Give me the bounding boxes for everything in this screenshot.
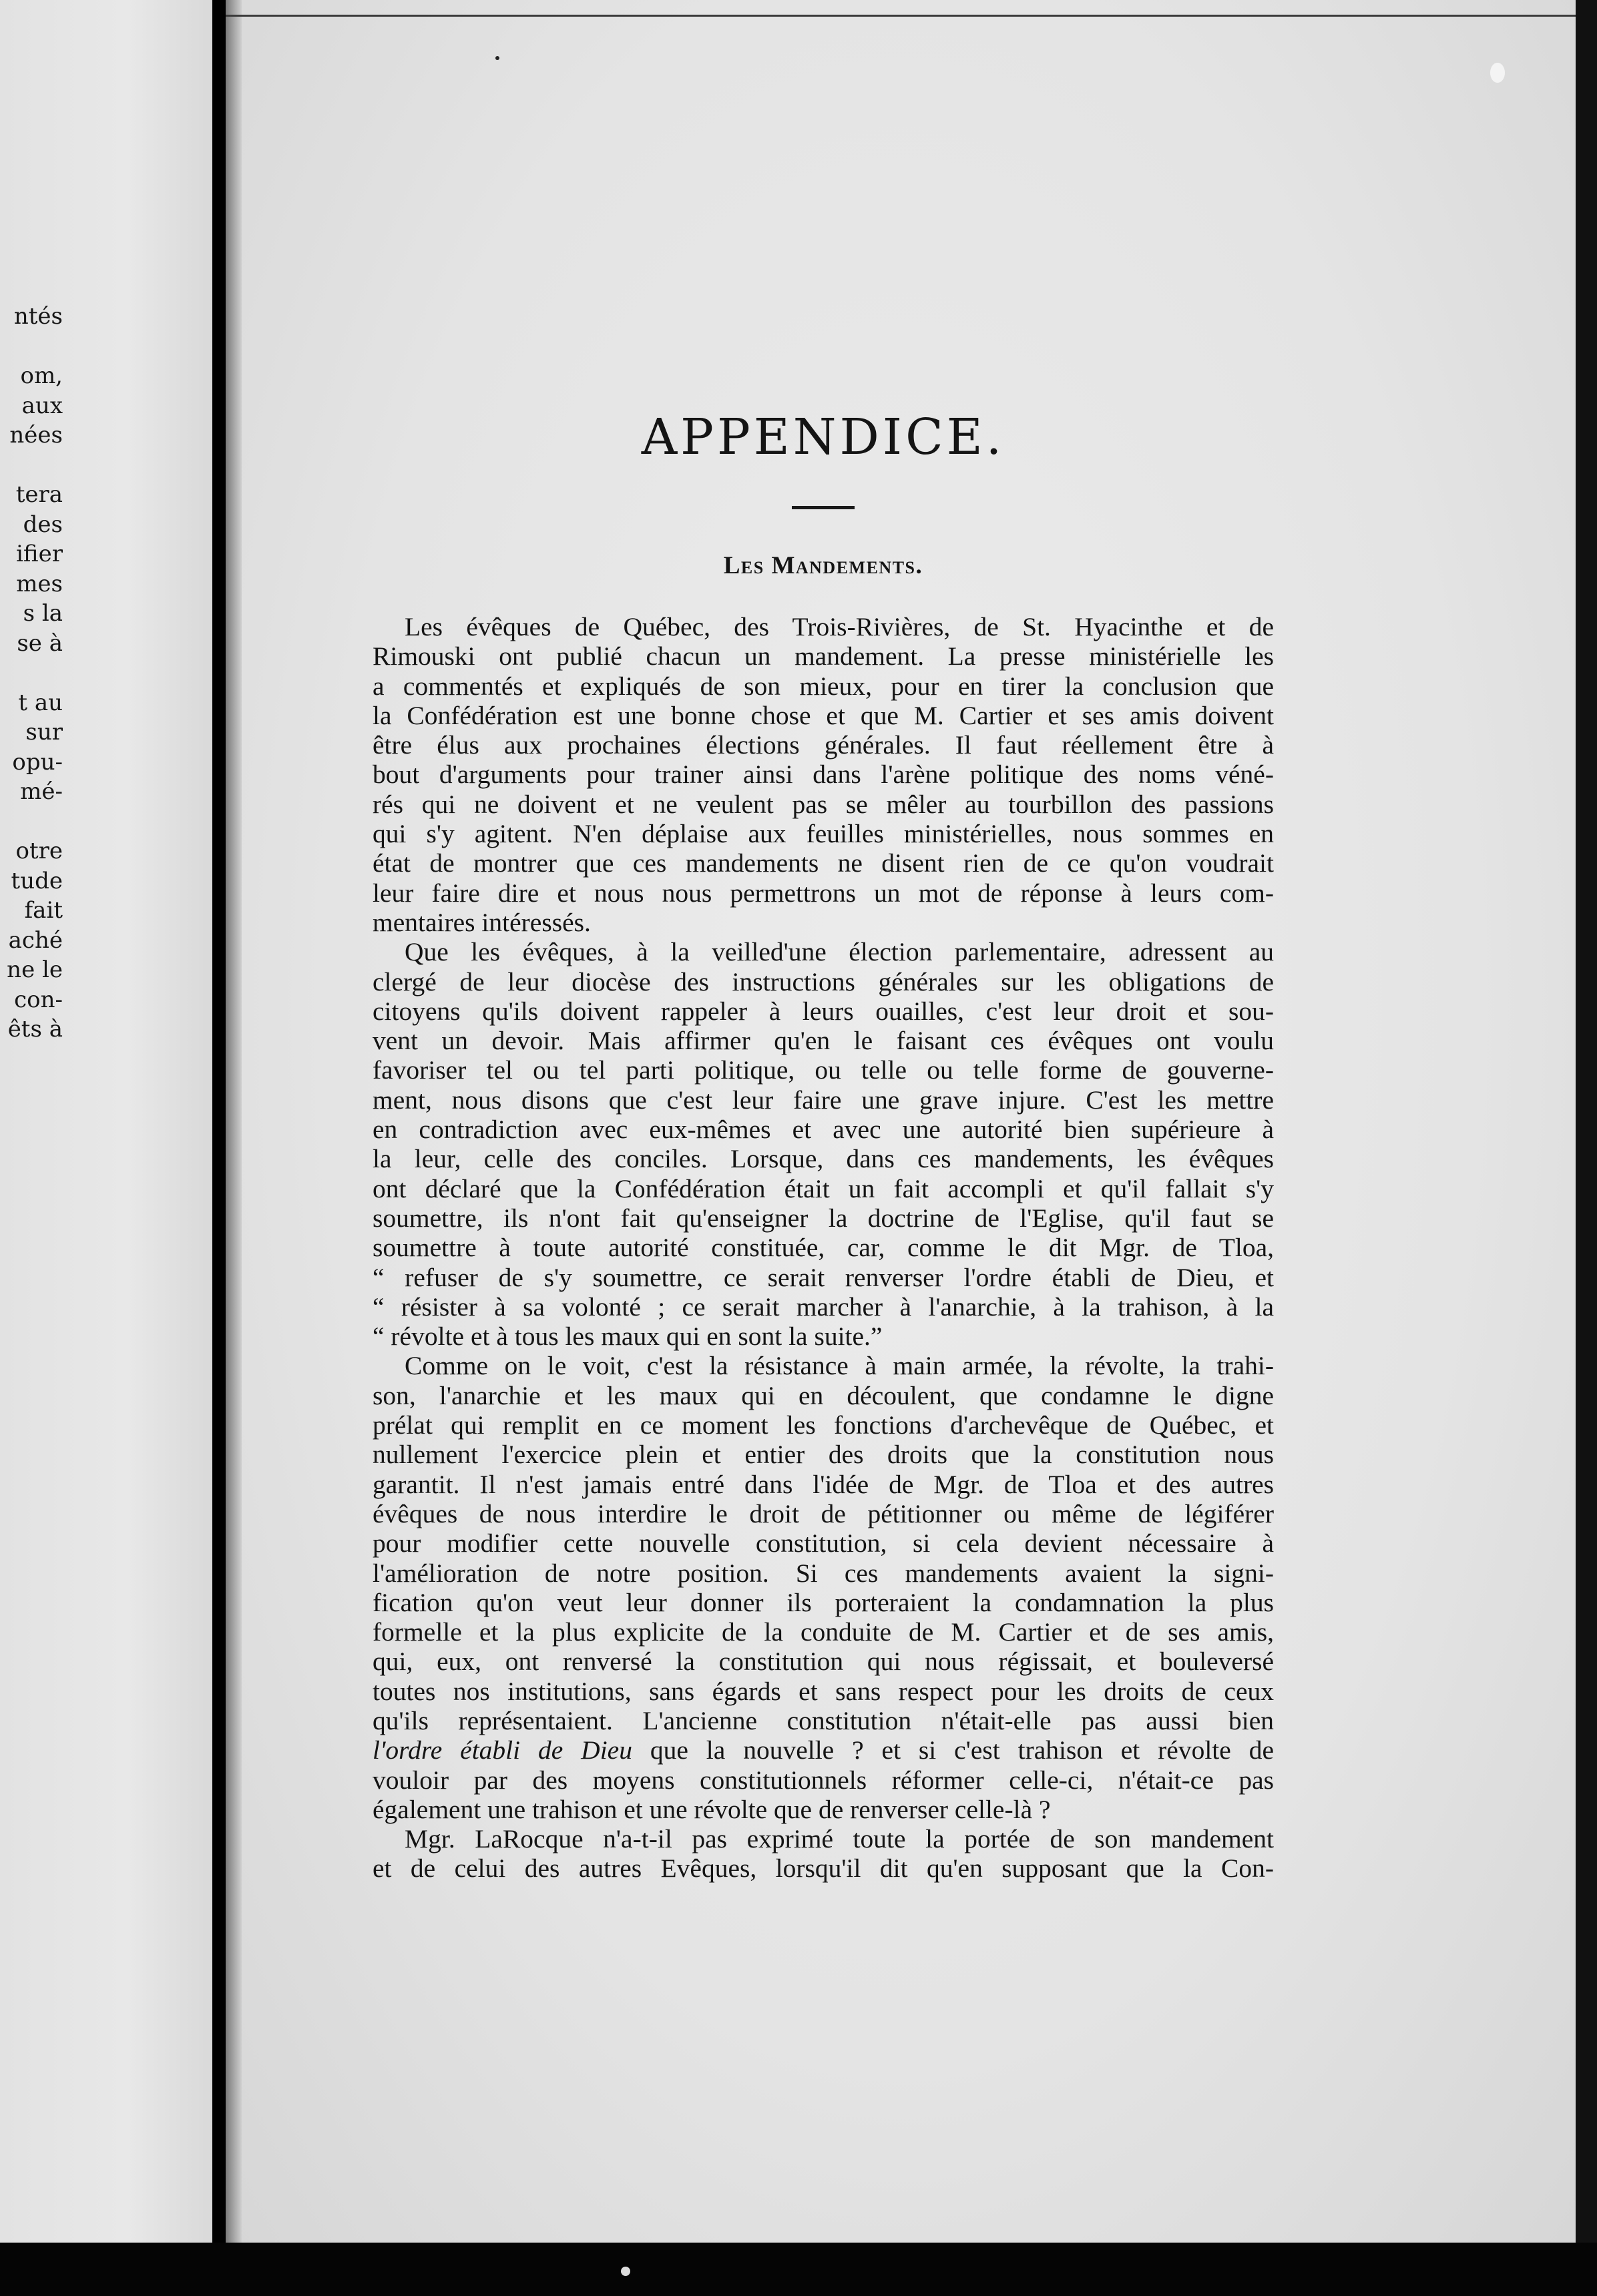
left-fragment: ntés (13, 303, 63, 330)
left-facing-page (0, 0, 212, 2296)
text-line: “ résister à sa volonté ; ce serait marcher à l'anarchie, à la trahison, à la (373, 1292, 1274, 1322)
left-fragment: sur (25, 719, 63, 746)
scan-bottom-border (0, 2243, 1597, 2296)
text-line: Rimouski ont publié chacun un mandement. La presse ministérielle les (373, 641, 1274, 671)
left-fragment: opu- (12, 748, 63, 776)
text-line: “ révolte et à tous les maux qui en sont la suite.” (373, 1322, 883, 1352)
left-fragment: tera (15, 481, 63, 508)
text-line: soumettre, ils n'ont fait qu'enseigner la doctrine de l'Eglise, qu'il faut se (373, 1203, 1274, 1233)
text-line: et de celui des autres Evêques, lorsqu'il dit qu'en supposant que la Con- (373, 1853, 1274, 1884)
left-fragment (0, 807, 63, 837)
text-line: citoyens qu'ils doivent rappeler à leurs ouailles, c'est leur droit et sou- (373, 996, 1274, 1026)
text-line: également une trahison et une révolte que de renverser celle-là ? (373, 1794, 1051, 1824)
text-line: soumettre à toute autorité constituée, car, comme le dit Mgr. de Tloa, (373, 1233, 1274, 1263)
text-line: mentaires intéressés. (373, 907, 591, 937)
text-line: son, l'anarchie et les maux qui en découlent, que condamne le digne (373, 1380, 1274, 1410)
text-line: ont déclaré que la Confédération était un fait accompli et qu'il fallait s'y (373, 1173, 1274, 1203)
page-top-edge (226, 15, 1594, 17)
text-line: favoriser tel ou tel parti politique, ou telle ou telle forme de gouverne- (373, 1055, 1274, 1085)
text-line: nullement l'exercice plein et entier des droits que la constitution nous (373, 1440, 1274, 1470)
text-line: Comme on le voit, c'est la résistance à main armée, la révolte, la trahi- (405, 1351, 1274, 1381)
left-fragment: des (23, 511, 63, 538)
text-line: vent un devoir. Mais affirmer qu'en le faisant ces évêques ont voulu (373, 1026, 1274, 1056)
text-line: Les évêques de Québec, des Trois-Rivières, de St. Hyacinthe et de (405, 612, 1274, 641)
document-content (373, 400, 1274, 1884)
scan-speck (495, 56, 499, 60)
left-fragment: s la (23, 600, 63, 627)
text-line: rés qui ne doivent et ne veulent pas se mêler au tourbillon des passions (373, 789, 1274, 819)
book-spine (212, 0, 226, 2296)
page-title: APPENDICE. (641, 408, 1005, 466)
text-line: bout d'arguments pour trainer ainsi dans l'arène politique des noms véné- (373, 760, 1274, 790)
left-fragment: fait (24, 897, 63, 924)
text-line: fication qu'on veut leur donner ils porteraient la condamnation la plus (373, 1587, 1274, 1617)
left-fragment: om, (20, 362, 63, 389)
text-line: ment, nous disons que c'est leur faire une grave injure. C'est les mettre (373, 1085, 1274, 1115)
text-line: prélat qui remplit en ce moment les fonctions d'archevêque de Québec, et (373, 1410, 1274, 1440)
body-text (373, 612, 1274, 1884)
left-fragment: tude (11, 867, 63, 894)
left-fragment: ifier (16, 541, 63, 567)
text-line: vouloir par des moyens constitutionnels réformer celle-ci, n'était-ce pas (373, 1765, 1274, 1795)
gutter-shadow (226, 0, 242, 2296)
scan-speck (621, 2267, 630, 2276)
text-line: qu'ils représentaient. L'ancienne constitution n'était-elle pas aussi bien (373, 1705, 1274, 1735)
text-line: état de montrer que ces mandements ne disent rien de ce qu'on voudrait (373, 848, 1274, 878)
text-line: formelle et la plus explicite de la conduite de M. Cartier et de ses amis, (373, 1617, 1274, 1647)
title-rule (792, 506, 855, 509)
left-fragment: t au (18, 689, 63, 716)
text-line: en contradiction avec eux-mêmes et avec une autorité bien supérieure à (373, 1115, 1274, 1145)
text-line: garantit. Il n'est jamais entré dans l'idée de Mgr. de Tloa et des autres (373, 1469, 1274, 1499)
left-fragment: mes (16, 570, 63, 597)
text-line: pour modifier cette nouvelle constitution, si cela devient nécessaire à (373, 1528, 1274, 1558)
text-line: qui s'y agitent. N'en déplaise aux feuilles ministérielles, nous sommes en (373, 819, 1274, 849)
section-heading: Les Mandements. (723, 552, 923, 579)
italic-phrase: l'ordre établi de Dieu (373, 1735, 632, 1765)
text-line: a commentés et expliqués de son mieux, pour en tirer la conclusion que (373, 671, 1274, 701)
left-fragment: otre (15, 838, 63, 864)
left-fragment (0, 332, 63, 362)
text-line: leur faire dire et nous nous permettrons un mot de réponse à leurs com- (373, 878, 1274, 908)
scan-speck (1490, 63, 1505, 83)
left-fragment (0, 451, 63, 481)
text-line-with-italic (373, 1735, 1274, 1765)
text-line: être élus aux prochaines élections générales. Il faut réellement être à (373, 730, 1274, 760)
left-fragment (0, 658, 63, 688)
left-fragment: con- (14, 986, 63, 1013)
text-line: “ refuser de s'y soumettre, ce serait renverser l'ordre établi de Dieu, et (373, 1262, 1274, 1292)
left-fragment: aché (8, 926, 63, 954)
text-line: la leur, celle des conciles. Lorsque, dans ces mandements, les évêques (373, 1144, 1274, 1174)
left-fragment: êts à (7, 1016, 63, 1043)
text-line: la Confédération est une bonne chose et que M. Cartier et ses amis doivent (373, 700, 1274, 730)
text-line: clergé de leur diocèse des instructions générales sur les obligations de (373, 966, 1274, 996)
left-fragment: nées (9, 422, 63, 449)
text-line: toutes nos institutions, sans égards et sans respect pour les droits de ceux (373, 1676, 1274, 1706)
left-fragment: ne le (7, 956, 63, 983)
left-fragment: aux (21, 392, 63, 419)
text-line: évêques de nous interdire le droit de pétitionner ou même de légiférer (373, 1498, 1274, 1528)
page-right-edge (1576, 0, 1597, 2296)
text-line: l'amélioration de notre position. Si ces mandements avaient la signi- (373, 1558, 1274, 1588)
left-fragment: mé- (20, 778, 63, 805)
text-line-remainder: que la nouvelle ? et si c'est trahison et révolte de (650, 1735, 1274, 1765)
left-page-text-fragments (0, 302, 63, 1045)
left-fragment: se à (17, 629, 63, 657)
text-line: Mgr. LaRocque n'a-t-il pas exprimé toute la portée de son mandement (405, 1824, 1274, 1854)
text-line: qui, eux, ont renversé la constitution qui nous régissait, et bouleversé (373, 1647, 1274, 1677)
text-line: Que les évêques, à la veilled'une élection parlementaire, adressent au (405, 937, 1274, 967)
